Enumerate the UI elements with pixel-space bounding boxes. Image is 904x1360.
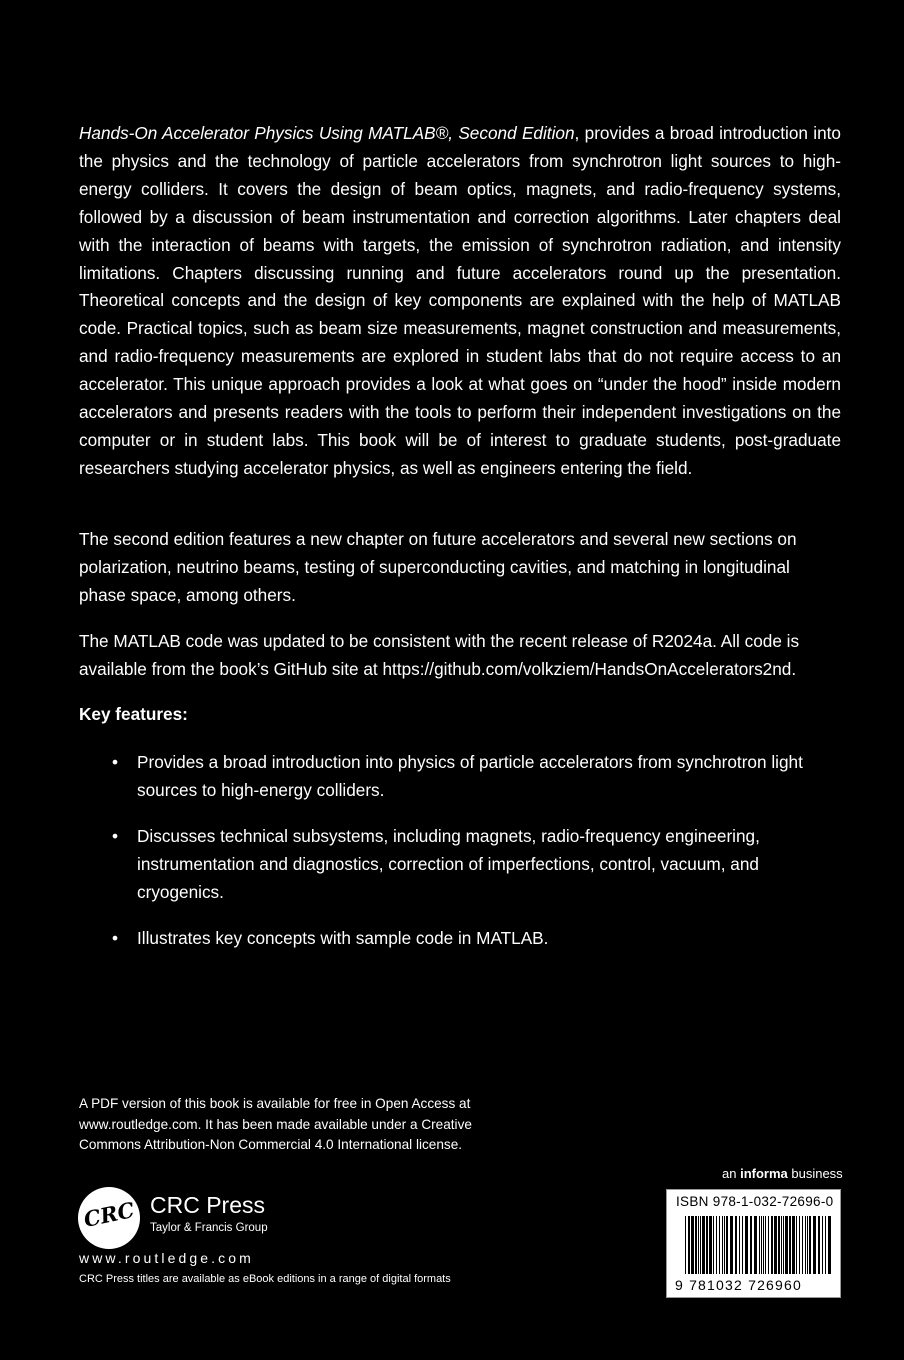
barcode-bar <box>783 1216 784 1274</box>
list-item: • Illustrates key concepts with sample code in MATLAB. <box>112 924 812 952</box>
barcode-icon <box>673 1214 834 1294</box>
barcode-bar <box>750 1216 752 1274</box>
ebook-note: CRC Press titles are available as eBook editions in a range of digital formats <box>79 1273 451 1285</box>
barcode-bar <box>739 1216 740 1274</box>
barcode-bar <box>792 1216 795 1274</box>
barcode-bar <box>688 1216 690 1274</box>
barcode-bar <box>763 1216 764 1274</box>
barcode-bar <box>818 1216 820 1274</box>
barcode-bar <box>700 1216 701 1274</box>
key-features-heading: Key features: <box>79 704 188 724</box>
barcode-bar <box>774 1216 777 1274</box>
barcode-bar <box>807 1216 808 1274</box>
barcode-bar <box>685 1216 686 1274</box>
barcode-bar <box>778 1216 780 1274</box>
barcode-bar <box>735 1216 737 1274</box>
book-title-italic: Hands-On Accelerator Physics Using MATLAB®, Second Edition <box>79 123 575 143</box>
barcode-bar <box>716 1216 717 1274</box>
barcode-bar <box>754 1216 757 1274</box>
bullet-icon: • <box>112 752 119 772</box>
publisher-url[interactable]: www.routledge.com <box>79 1250 254 1266</box>
barcode-bar <box>805 1216 806 1274</box>
publisher-name: CRC Press <box>150 1192 266 1218</box>
barcode-bar <box>759 1216 760 1274</box>
publisher-group: Taylor & Francis Group <box>150 1222 268 1234</box>
barcode-bar <box>768 1216 769 1274</box>
second-edition-paragraph: The second edition features a new chapter on future accelerators and several new sections on polarization, neutrino beams, testing of superconducting cavities, and matching in longitudinal phase space, among others. <box>79 529 797 605</box>
barcode-bar <box>789 1216 791 1274</box>
barcode-bar <box>799 1216 800 1274</box>
description-paragraph <box>79 120 841 483</box>
barcode-bar <box>765 1216 766 1274</box>
matlab-code-paragraph: The MATLAB code was updated to be consistent with the recent release of R2024a. All code is available from the book’s GitHub site at https://github.com/volkziem/HandsOnAccelerators2nd. <box>79 631 800 679</box>
barcode-bar <box>724 1216 725 1274</box>
list-item: • Discusses technical subsystems, including magnets, radio-frequency engineering, instrumentation and diagnostics, correction of imperfections, control, vacuum, and cryogenics. <box>112 822 812 906</box>
barcode-bar <box>706 1216 708 1274</box>
barcode-bar <box>698 1216 699 1274</box>
crc-logo-icon <box>78 1187 140 1249</box>
key-features-list <box>112 748 812 970</box>
barcode-digits: 9 781032 726960 <box>675 1277 802 1293</box>
barcode-bar <box>695 1216 697 1274</box>
barcode-bar <box>761 1216 762 1274</box>
isbn-number: ISBN 978-1-032-72696-0 <box>676 1194 834 1209</box>
isbn-barcode-panel <box>666 1189 841 1298</box>
description-text: , provides a broad introduction into the physics and the technology of particle accelerators from synchrotron light sources to high-energy colliders. It covers the design of beam optics, magnets, and radio-frequency systems, followed by a discussion of beam instrumentation and correction algorithms. Later chapters deal with the interaction of beams with targets, the emission of synchrotron radiation, and intensity limitations. Chapters discussing running and future accelerators round up the presentation. Theoretical concepts and the design of key components are explained with the help of MATLAB code. Practical topics, such as beam size measurements, magnet construction and measurements, and radio-frequency measurements are explored in student labs that do not require access to an accelerator. This unique approach provides a look at what goes on “under the hood” inside modern accelerators and presents readers with the tools to perform their independent investigations on the computer or in student labs. This book will be of interest to graduate students, post-graduate researchers studying accelerator physics, as well as engineers entering the field. <box>79 123 841 478</box>
open-access-notice: A PDF version of this book is available for free in Open Access at www.routledge.com. It has been made available under a Creative Commons Attribution-Non Commercial 4.0 International license. <box>79 1096 472 1152</box>
barcode-bar <box>785 1216 788 1274</box>
barcode-bar <box>702 1216 705 1274</box>
bullet-icon: • <box>112 928 119 948</box>
barcode-bar <box>796 1216 797 1274</box>
barcode-bar <box>719 1216 720 1274</box>
barcode-bar <box>813 1216 816 1274</box>
barcode-bar <box>691 1216 694 1274</box>
barcode-bar <box>825 1216 826 1274</box>
barcode-bar <box>822 1216 823 1274</box>
barcode-bar <box>771 1216 773 1274</box>
list-item: • Provides a broad introduction into physics of particle accelerators from synchrotron light sources to high-energy colliders. <box>112 748 812 804</box>
bullet-icon: • <box>112 826 119 846</box>
barcode-bar <box>730 1216 733 1274</box>
barcode-bar <box>745 1216 748 1274</box>
barcode-bar <box>781 1216 782 1274</box>
informa-brand: informa <box>740 1166 788 1181</box>
barcode-bar <box>828 1216 831 1274</box>
barcode-bar <box>713 1216 714 1274</box>
barcode-bar <box>722 1216 723 1274</box>
barcode-bar <box>709 1216 712 1274</box>
barcode-bar <box>802 1216 803 1274</box>
barcode-bar <box>809 1216 811 1274</box>
crc-logo-text: CRC <box>81 1196 137 1233</box>
informa-tagline: an informa business <box>722 1166 843 1181</box>
barcode-bar <box>726 1216 728 1274</box>
barcode-bar <box>742 1216 743 1274</box>
